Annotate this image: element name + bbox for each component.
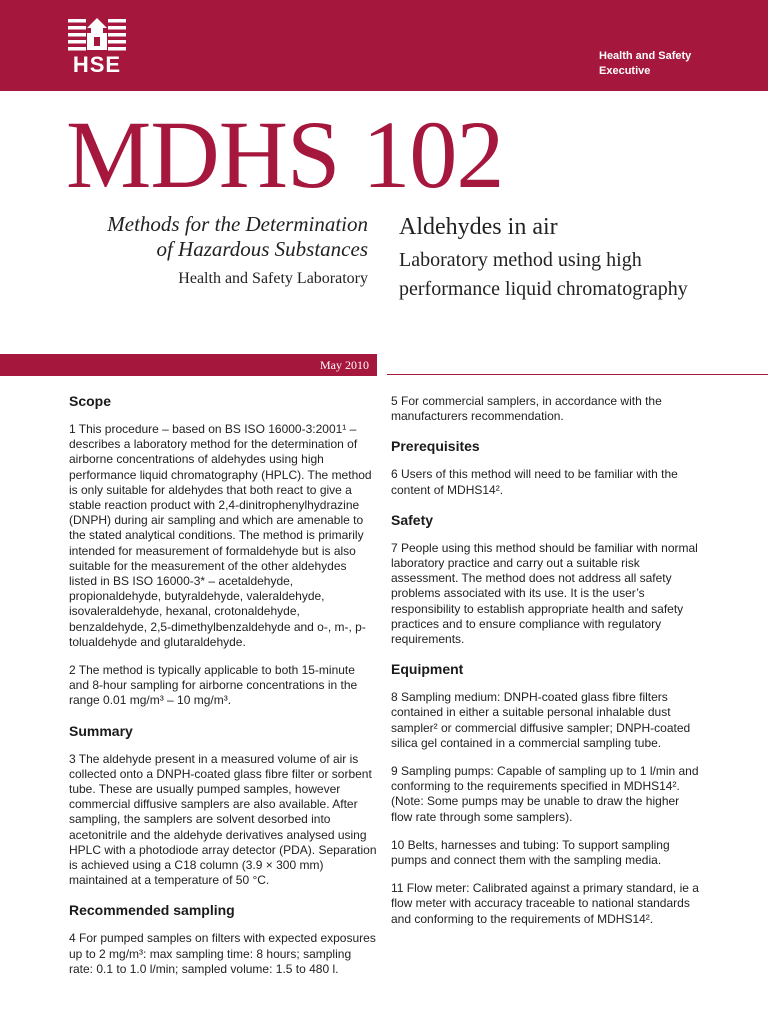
paragraph-3: 3 The aldehyde present in a measured volume of air is collected onto a DNPH-coated glass fibre filter or sorbent tube. These are usually pumped samples, however commercial diffusive samplers are also available. After sampling, the samplers are solvent desorbed into acetonitrile and the aldehyde derivatives analysed using HPLC with a photodiode array detector (PDA). Separation is achieved using a C18 column (3.9 × 300 mm) maintained at a temperature of 50 °C. (69, 751, 377, 888)
organisation-name (599, 49, 691, 79)
series-title (107, 212, 368, 262)
paragraph-1: 1 This procedure – based on BS ISO 16000-3:2001¹ – describes a laboratory method for the determination of airborne concentrations of aldehydes using high performance liquid chromatography (HPLC). The method is only suitable for aldehydes that both react to give a stable reaction product with 2,4-dinitrophenylhydrazine (DNPH) during air sampling and which are amenable to the stated analytical conditions. The method is primarily intended for measurement of formaldehyde but is also suitable for the measurement of the other aldehydes listed in BS ISO 16000-3* – acetaldehyde, propionaldehyde, butyraldehyde, valeraldehyde, isovaleraldehyde, hexanal, crotonaldehyde, benzaldehyde, 2,5-dimethylbenzaldehyde and o-, m-, p-tolualdehyde and glutaraldehyde. (69, 422, 372, 649)
publication-date: May 2010 (320, 358, 369, 372)
summary-heading: Summary (69, 722, 133, 739)
safety-heading: Safety (391, 511, 434, 528)
organisation-name-line2: Executive (599, 65, 651, 77)
prerequisites-heading: Prerequisites (391, 438, 480, 455)
organisation-name-line1: Health and Safety (599, 50, 692, 62)
header-bar (0, 0, 768, 91)
right-column (391, 394, 699, 940)
paragraph-10: 10 Belts, harnesses and tubing: To support sampling pumps and connect them with the sampling media. (391, 837, 670, 868)
laboratory-name: Health and Safety Laboratory (178, 270, 368, 287)
paragraph-4: 4 For pumped samples on filters with expected exposures up to 2 mg/m³: max sampling time: 8 hours; sampling rate: 0.1 to 1.0 l/min; sampled volume: 1.5 to 480 l. (69, 931, 376, 976)
paragraph-11: 11 Flow meter: Calibrated against a primary standard, ie a flow meter with accuracy traceable to national standards and conforming to the requirements of MDHS14². (391, 881, 699, 926)
equipment-heading: Equipment (391, 661, 464, 678)
hse-logo-text: HSE (72, 52, 122, 77)
paragraph-6: 6 Users of this method will need to be familiar with the content of MDHS14². (391, 467, 678, 497)
paragraph-5: 5 For commercial samplers, in accordance with the manufacturers recommendation. (391, 394, 662, 424)
divider-rule (387, 374, 768, 375)
document-number-title: MDHS 102 (66, 101, 504, 208)
paragraph-7: 7 People using this method should be familiar with normal laboratory practice and carry out a suitable risk assessment. The method does not address all safety problems associated with its use. It is the user’s responsibility to establish appropriate health and safety practices and to ensure compliance with regulatory requirements. (391, 540, 698, 647)
date-bar (0, 354, 377, 376)
scope-heading: Scope (69, 393, 112, 409)
series-title-line1: Methods for the Determination (107, 212, 368, 236)
paragraph-8: 8 Sampling medium: DNPH-coated glass fibre filters contained in either a suitable personal inhalable dust sampler² or commercial diffusive sampler; DNPH-coated silica gel contained in a commercial sampling tube. (391, 690, 691, 750)
document-subtitle: Laboratory method using high performance liquid chromatography (399, 249, 688, 300)
recommended-sampling-heading: Recommended sampling (69, 902, 235, 919)
left-column (69, 392, 377, 990)
paragraph-9: 9 Sampling pumps: Capable of sampling up to 1 l/min and conforming to the requirements specified in MDHS14². (Note: Some pumps may be unable to draw the higher flow rate through some samplers). (391, 764, 699, 824)
paragraph-2: 2 The method is typically applicable to both 15-minute and 8-hour sampling for airborne concentrations in the range 0.01 mg/m³ – 10 mg/m³. (69, 663, 358, 708)
document-title: Aldehydes in air (399, 214, 558, 240)
series-title-line2: of Hazardous Substances (156, 237, 368, 261)
